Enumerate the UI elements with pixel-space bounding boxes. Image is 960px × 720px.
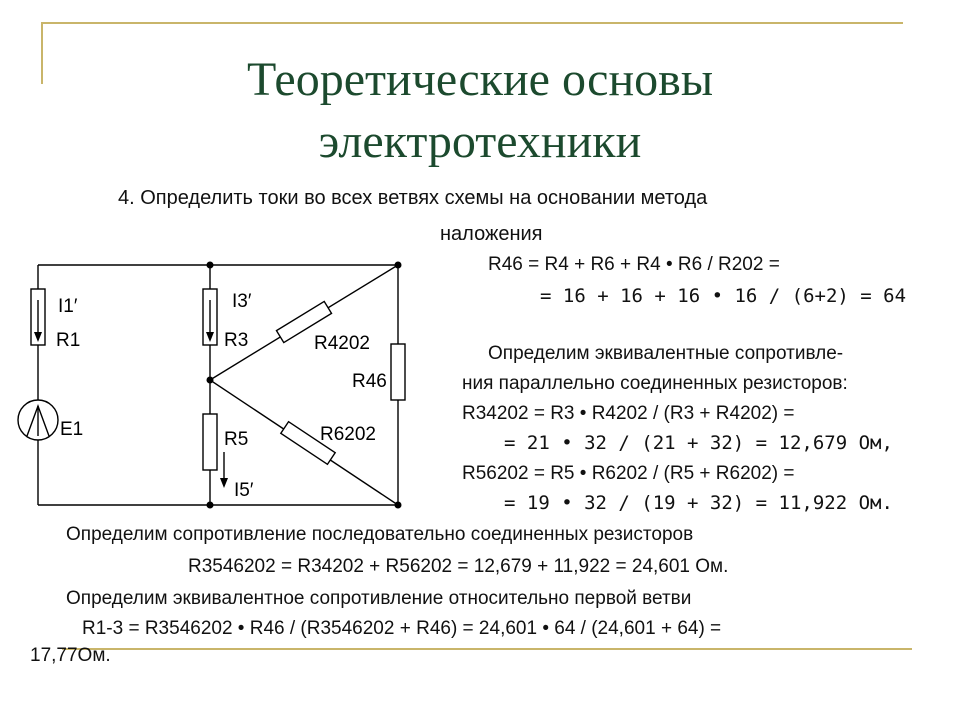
r3546202-formula: R3546202 = R34202 + R56202 = 12,679 + 11,922 = 24,601 Ом.: [188, 556, 729, 577]
label-r46: R46: [352, 371, 387, 392]
r13-result: 17,77Ом.: [30, 645, 111, 666]
label-i5: I5′: [234, 480, 254, 501]
task-line-1: 4. Определить токи во всех ветвях схемы на основании метода: [118, 187, 708, 209]
label-r1: R1: [56, 330, 81, 351]
node: [207, 502, 214, 509]
resistor-r46: [391, 344, 405, 400]
arrow-down-icon: [220, 478, 228, 488]
label-r5: R5: [224, 429, 249, 450]
r46-formula: R46 = R4 + R6 + R4 • R6 / R202 =: [488, 254, 780, 275]
r34202-result: = 21 • 32 / (21 + 32) = 12,679 Ом,: [504, 432, 893, 454]
node: [207, 262, 214, 269]
resistor-r5: [203, 414, 217, 470]
r56202-formula: R56202 = R5 • R6202 / (R5 + R6202) =: [462, 463, 795, 484]
label-r6202: R6202: [320, 424, 376, 445]
r46-result: = 16 + 16 + 16 • 16 / (6+2) = 64: [540, 285, 907, 307]
label-i3: I3′: [232, 291, 252, 312]
label-i1: I1′: [58, 296, 78, 317]
equiv-heading-line-1: Определим эквивалентные сопротивле-: [488, 343, 844, 364]
node: [395, 502, 402, 509]
first-branch-heading: Определим эквивалентное сопротивление относительно первой ветви: [66, 588, 692, 609]
r56202-result: = 19 • 32 / (19 + 32) = 11,922 Ом.: [504, 492, 893, 514]
label-e1: E1: [60, 419, 84, 440]
task-line-2: наложения: [440, 223, 543, 245]
slide-title-line-2: электротехники: [318, 115, 642, 168]
r13-formula: R1-3 = R3546202 • R46 / (R3546202 + R46) = 24,601 • 64 / (24,601 + 64) =: [82, 618, 722, 639]
label-r4202: R4202: [314, 333, 370, 354]
slide-title-line-1: Теоретические основы: [246, 53, 714, 106]
label-r3: R3: [224, 330, 249, 351]
series-heading: Определим сопротивление последовательно соединенных резисторов: [66, 524, 694, 545]
node: [207, 377, 214, 384]
node: [395, 262, 402, 269]
r34202-formula: R34202 = R3 • R4202 / (R3 + R4202) =: [462, 403, 795, 424]
equiv-heading-line-2: ния параллельно соединенных резисторов:: [462, 373, 848, 394]
